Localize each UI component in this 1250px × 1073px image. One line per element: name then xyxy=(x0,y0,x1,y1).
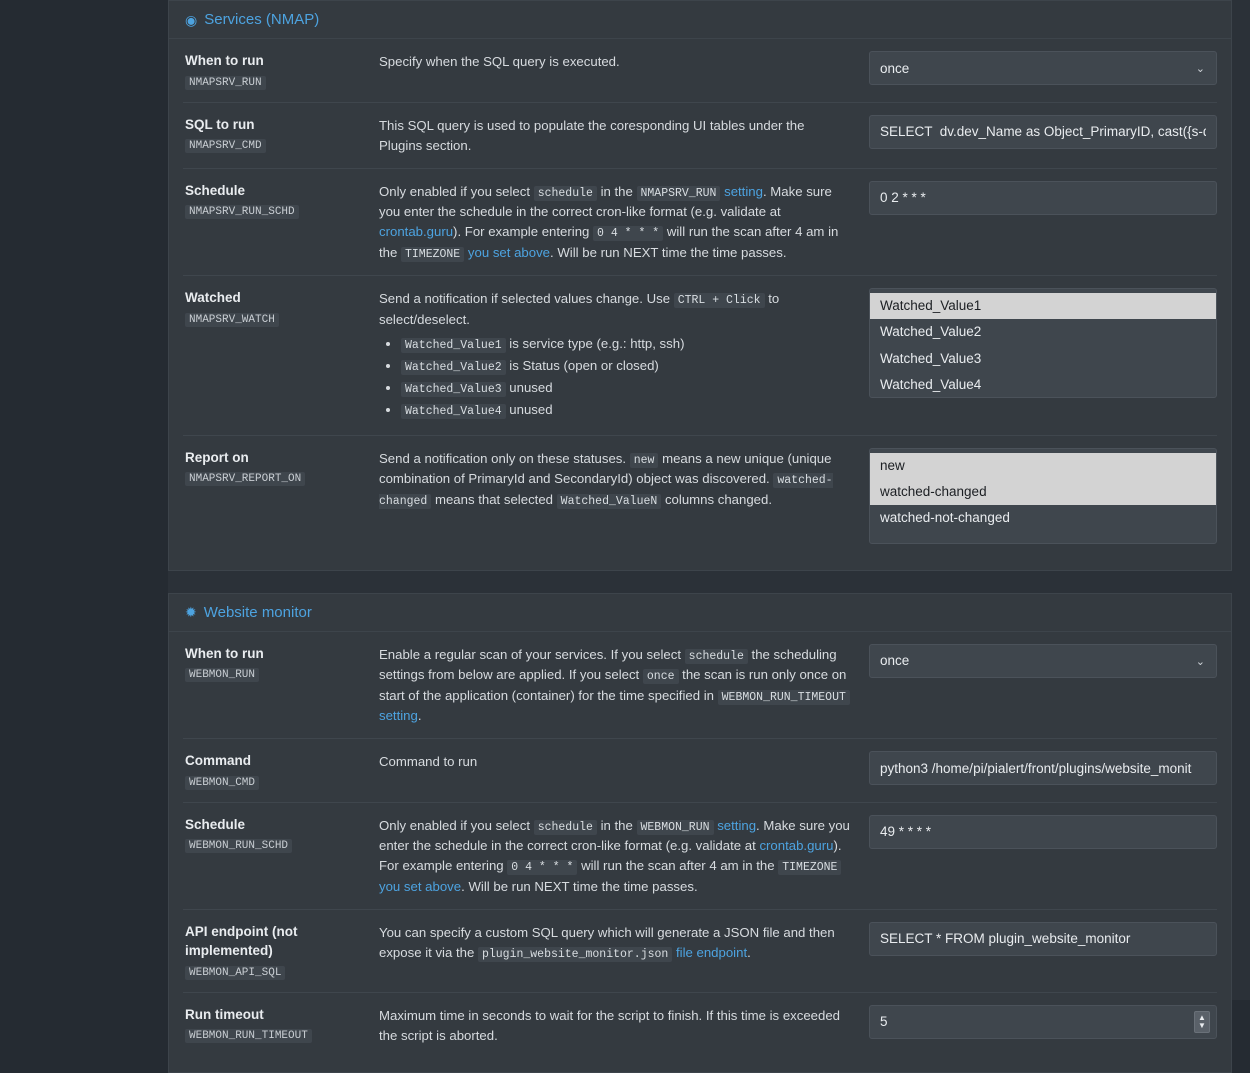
setting-description: Enable a regular scan of your services. If you select schedule the scheduling settings from below are applied. If you select once the scan is run only once on start of the application (container) for the time specified in WEBMON_RUN_TIMEOUT setting. xyxy=(379,644,869,726)
setting-code: WEBMON_CMD xyxy=(185,776,259,790)
setting-code: WEBMON_RUN_SCHD xyxy=(185,839,292,853)
setting-code: NMAPSRV_RUN xyxy=(185,76,266,90)
setting-description: Send a notification only on these statuses. new means a new unique (unique combination of PrimaryId and SecondaryId) object was discovered. watched-changed means that selected Watched_ValueN columns changed. xyxy=(379,450,833,508)
setting-title: When to run xyxy=(185,53,264,68)
setting-control-col xyxy=(869,1005,1217,1039)
nmapsrv-watch-listbox[interactable] xyxy=(869,288,1217,398)
chevron-down-icon: ⌄ xyxy=(1195,655,1205,668)
panel-header xyxy=(169,594,1231,632)
listbox-option[interactable]: Watched_Value2 xyxy=(880,324,982,340)
setting-control-col xyxy=(869,815,1217,849)
setting-control-col xyxy=(869,115,1217,149)
setting-description: Command to run xyxy=(379,754,478,770)
setting-row xyxy=(183,436,1217,556)
listbox-option[interactable]: watched-not-changed xyxy=(880,510,1010,526)
setting-code: WEBMON_RUN xyxy=(185,668,259,682)
number-input-wrapper xyxy=(869,1005,1217,1039)
panel-title: Services (NMAP) xyxy=(204,11,320,28)
select-wrapper xyxy=(869,51,1217,85)
setting-title: Schedule xyxy=(185,816,246,832)
setting-description: Specify when the SQL query is executed. xyxy=(379,54,620,69)
listbox-option[interactable]: Watched_Value1 xyxy=(870,293,1216,319)
setting-title: Report on xyxy=(185,449,249,465)
setting-control-col xyxy=(869,751,1217,785)
left-gutter xyxy=(0,0,168,1000)
setting-title: API endpoint (not implemented) xyxy=(185,923,298,959)
setting-code: NMAPSRV_CMD xyxy=(185,139,266,153)
setting-description: This SQL query is used to populate the coresponding UI tables under the Plugins section. xyxy=(379,117,805,153)
panel-title: Website monitor xyxy=(203,603,312,621)
nmapsrv-run-select[interactable] xyxy=(869,51,1217,85)
listbox-option[interactable]: Watched_Value3 xyxy=(880,350,982,366)
setting-code: WEBMON_API_SQL xyxy=(185,966,285,980)
setting-label-col xyxy=(183,181,379,220)
setting-code: NMAPSRV_REPORT_ON xyxy=(185,472,305,486)
setting-description: Maximum time in seconds to wait for the script to finish. If this time is exceeded the script is aborted. xyxy=(379,1007,841,1043)
setting-description: Only enabled if you select schedule in the NMAPSRV_RUN setting. Make sure you enter the schedule in the correct cron-like format (e.g. validate at crontab.guru). For example entering 0 4 * * * will run the scan after 4 am in the TIMEZONE you set above. Will be run NEXT time the time passes. xyxy=(379,183,839,261)
setting-label-col xyxy=(183,922,379,980)
panel-header xyxy=(169,1,1231,39)
webmon-run-timeout-input[interactable] xyxy=(869,1005,1217,1039)
globe-icon: ✹ xyxy=(185,604,197,621)
setting-row xyxy=(183,103,1217,169)
panel-body xyxy=(169,632,1231,1072)
setting-row xyxy=(183,39,1217,103)
setting-description: Only enabled if you select schedule in the WEBMON_RUN setting. Make sure you enter the schedule in the correct cron-like format (e.g. validate at crontab.guru). For example entering 0 4 * * * will run the scan after 4 am in the TIMEZONE you set above. Will be run NEXT time the time passes. xyxy=(379,817,850,894)
chevron-down-icon: ⌄ xyxy=(1195,63,1205,75)
setting-control-col xyxy=(869,922,1217,956)
setting-row xyxy=(183,910,1217,993)
settings-panel xyxy=(168,593,1232,1073)
listbox-option[interactable]: Watched_Value4 xyxy=(880,376,982,392)
setting-label-col xyxy=(183,644,379,683)
setting-row xyxy=(183,739,1217,803)
setting-label-col xyxy=(183,1005,379,1044)
setting-label-col xyxy=(183,115,379,154)
webmon-api-sql-input[interactable] xyxy=(869,922,1217,956)
setting-description: You can specify a custom SQL query which will generate a JSON file and then expose it via the plugin_website_monitor.json file endpoint. xyxy=(379,924,835,961)
setting-code: NMAPSRV_RUN_SCHD xyxy=(185,205,299,219)
settings-panel xyxy=(168,0,1232,571)
setting-code: WEBMON_RUN_TIMEOUT xyxy=(185,1029,312,1043)
setting-row xyxy=(183,993,1217,1058)
nmapsrv-cmd-input[interactable] xyxy=(869,115,1217,149)
setting-control-col xyxy=(869,181,1217,215)
webmon-schedule-input[interactable] xyxy=(869,815,1217,849)
setting-control-col xyxy=(869,644,1217,678)
nmapsrv-schedule-input[interactable] xyxy=(869,181,1217,215)
number-stepper[interactable]: ▲ ▼ xyxy=(1194,1011,1210,1033)
setting-label-col xyxy=(183,815,379,854)
setting-control-col xyxy=(869,448,1217,544)
setting-title: SQL to run xyxy=(185,116,255,132)
listbox-option[interactable]: watched-changed xyxy=(870,479,1216,505)
setting-title: Schedule xyxy=(185,182,246,198)
setting-control-col xyxy=(869,51,1217,85)
nmapsrv-report-on-listbox[interactable] xyxy=(869,448,1217,544)
setting-description: Send a notification if selected values change. Use CTRL + Click to select/deselect. • Watched_Value1 is service type (e.g.: http, ssh) • Watched_Value2 is Status (open or closed) • Watched_Value3 unused • Watched_Value4 unused xyxy=(379,288,869,423)
listbox-option[interactable]: new xyxy=(870,453,1216,479)
setting-label-col xyxy=(183,448,379,487)
panel-body xyxy=(169,39,1231,570)
setting-row xyxy=(183,803,1217,910)
webmon-run-select[interactable] xyxy=(869,644,1217,678)
setting-title: Run timeout xyxy=(185,1006,264,1022)
panel-separator xyxy=(168,571,1250,593)
setting-control-col xyxy=(869,288,1217,398)
setting-label-col xyxy=(183,51,379,90)
services-icon: ◉ xyxy=(185,11,198,28)
setting-code: NMAPSRV_WATCH xyxy=(185,313,279,327)
setting-title: Watched xyxy=(185,290,241,306)
settings-content xyxy=(168,0,1250,1043)
setting-title: Command xyxy=(185,753,252,769)
select-wrapper xyxy=(869,644,1217,678)
setting-row xyxy=(183,632,1217,739)
setting-title: When to run xyxy=(185,645,264,661)
setting-label-col xyxy=(183,288,379,327)
webmon-cmd-input[interactable] xyxy=(869,751,1217,785)
setting-row xyxy=(183,169,1217,276)
panels-root xyxy=(168,0,1250,1073)
setting-row xyxy=(183,276,1217,436)
setting-label-col xyxy=(183,751,379,790)
